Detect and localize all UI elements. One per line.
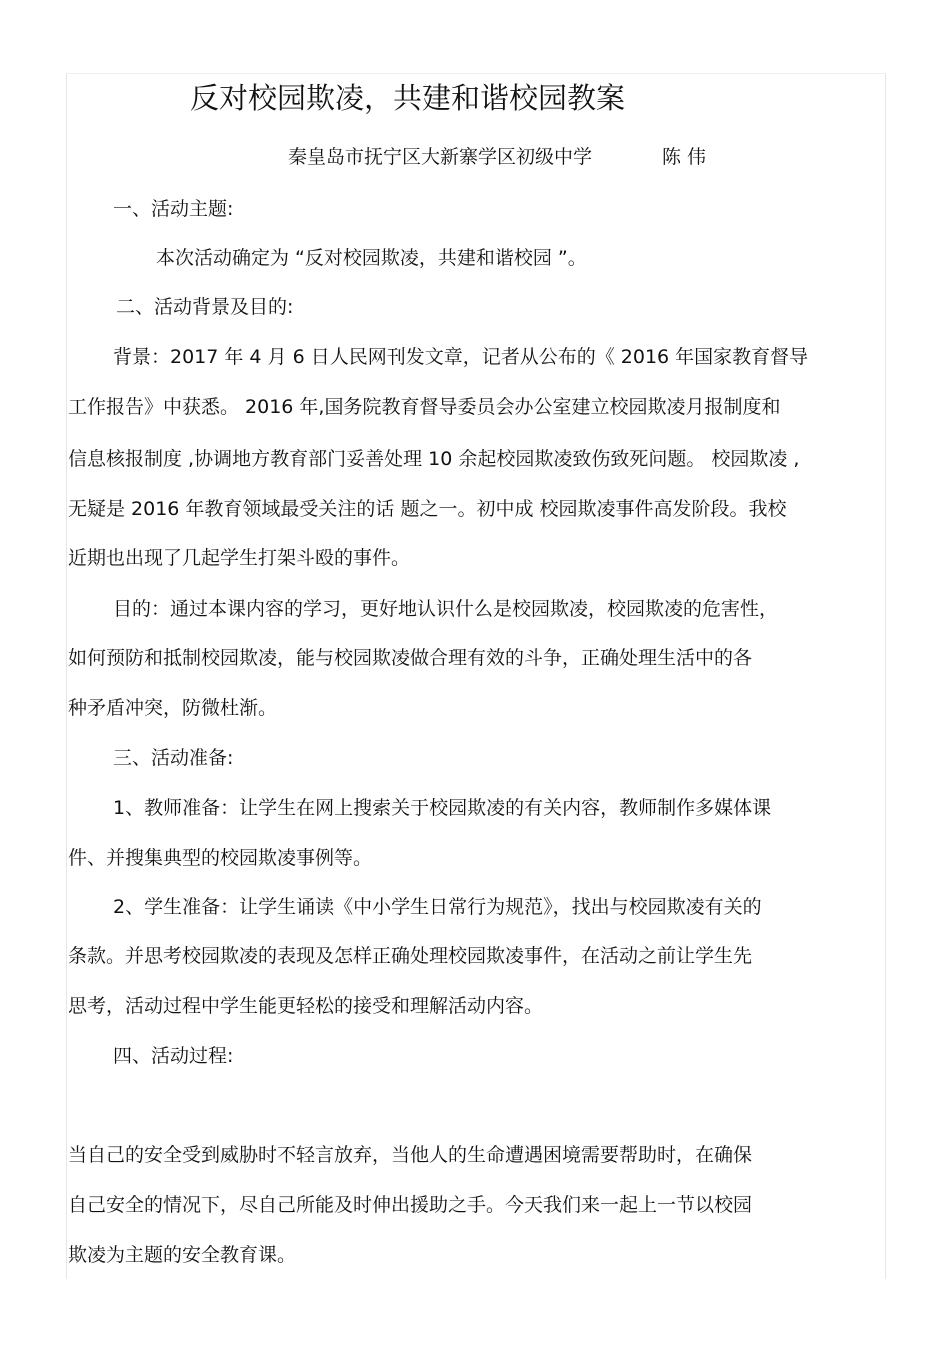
background-line: 信息核报制度 ,协调地方教育部门妥善处理 10 余起校园欺凌致伤致死问题。 校园欺凌 ,: [68, 448, 800, 470]
section-1-text: 本次活动确定为 “反对校园欺凌，共建和谐校园 ”。: [156, 247, 587, 269]
student-prep-line: 2、学生准备：让学生诵读《中小学生日常行为规范》，找出与校园欺凌有关的: [113, 896, 762, 918]
background-line: 工作报告》中获悉。 2016 年,国务院教育督导委员会办公室建立校园欺凌月报制度和: [68, 396, 781, 418]
process-line: 自己安全的情况下，尽自己所能及时伸出援助之手。今天我们来一起上一节以校园: [68, 1194, 753, 1216]
process-line: 欺凌为主题的安全教育课。: [68, 1244, 297, 1266]
document-title: 反对校园欺凌，共建和谐校园教案: [190, 81, 626, 115]
teacher-prep-line: 1、教师准备：让学生在网上搜索关于校园欺凌的有关内容，教师制作多媒体课: [113, 797, 772, 819]
section-2-heading: 二、活动背景及目的:: [116, 296, 294, 318]
background-line: 无疑是 2016 年教育领域最受关注的话 题之一。初中成 校园欺凌事件高发阶段。我校: [68, 498, 787, 520]
process-line: 当自己的安全受到威胁时不轻言放弃，当他人的生命遭遇困境需要帮助时，在确保: [68, 1144, 753, 1166]
background-line: 背景：2017 年 4 月 6 日人民网刊发文章，记者从公布的《 2016 年国家教育督导: [113, 346, 809, 368]
goal-line: 如何预防和抵制校园欺凌，能与校园欺凌做合理有效的斗争，正确处理生活中的各: [68, 647, 753, 669]
school-name: 秦皇岛市抚宁区大新寨学区初级中学: [288, 146, 593, 168]
section-1-heading: 一、活动主题:: [113, 198, 234, 220]
goal-line: 目的：通过本课内容的学习，更好地认识什么是校园欺凌，校园欺凌的危害性，: [113, 598, 779, 620]
goal-line: 种矛盾冲突，防微杜渐。: [68, 697, 278, 719]
author-line: [288, 144, 706, 170]
background-line: 近期也出现了几起学生打架斗殴的事件。: [68, 547, 411, 569]
section-4-heading: 四、活动过程:: [113, 1045, 234, 1067]
student-prep-line: 思考，活动过程中学生能更轻松的接受和理解活动内容。: [68, 995, 544, 1017]
student-prep-line: 条款。并思考校园欺凌的表现及怎样正确处理校园欺凌事件，在活动之前让学生先: [68, 945, 753, 967]
section-3-heading: 三、活动准备:: [113, 747, 234, 769]
author-name: 陈 伟: [662, 146, 707, 168]
teacher-prep-line: 件、并搜集典型的校园欺凌事例等。: [68, 847, 373, 869]
